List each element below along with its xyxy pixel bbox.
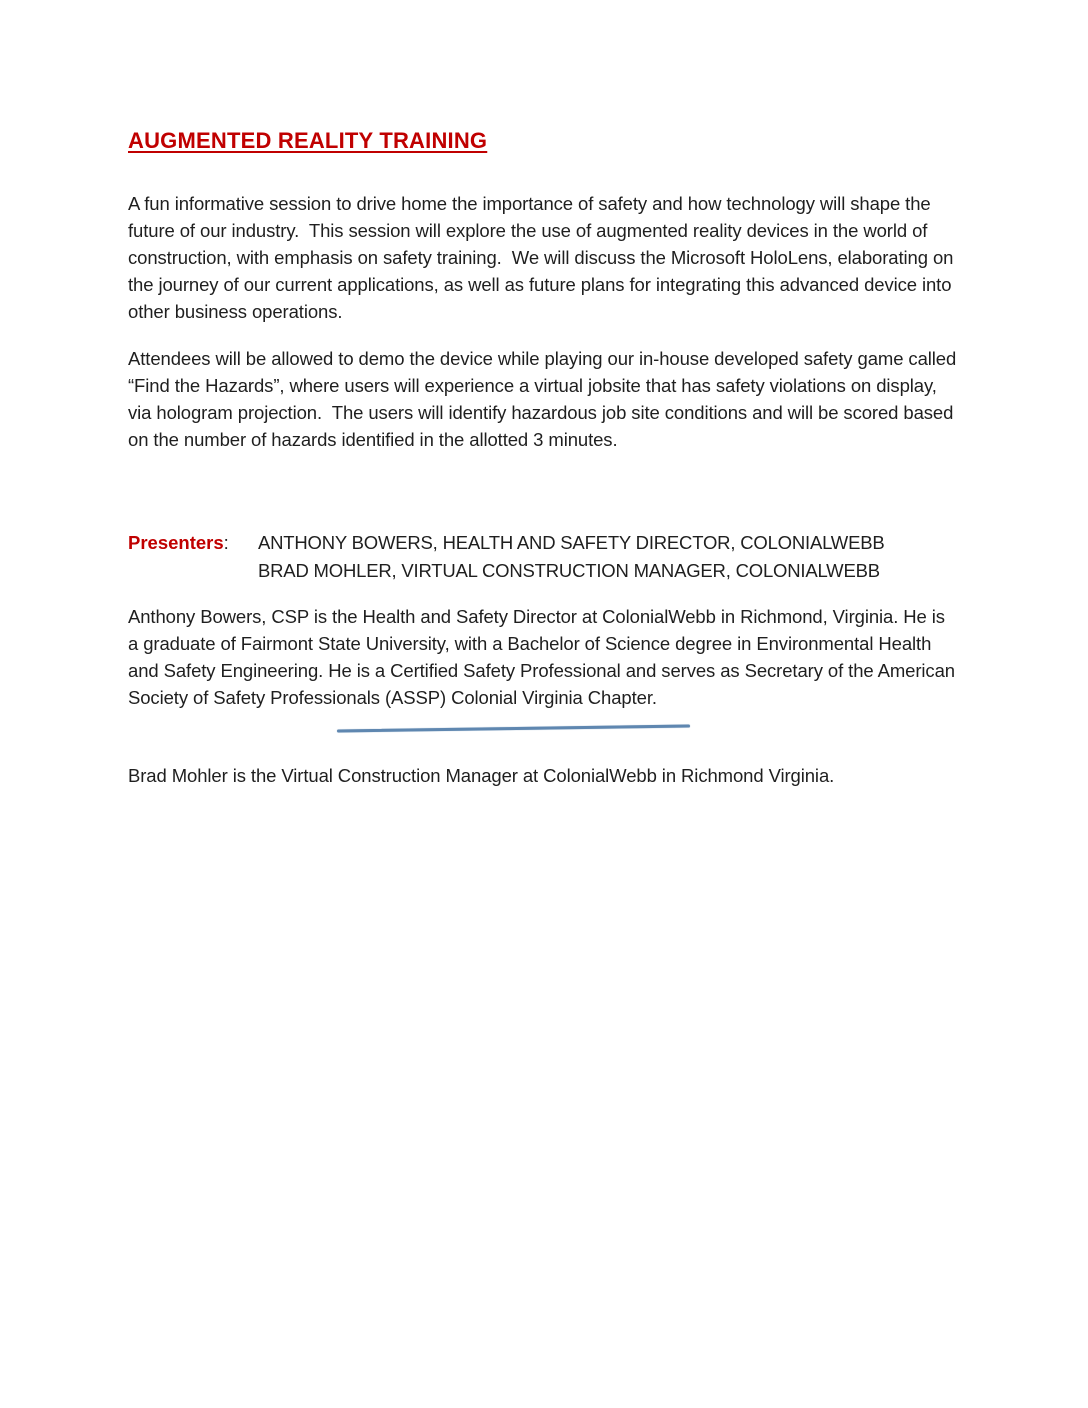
presenter-name-anthony: ANTHONY BOWERS, HEALTH AND SAFETY DIRECTOR, COLONIALWEBB [258, 532, 885, 553]
demo-paragraph: Attendees will be allowed to demo the device while playing our in-house developed safety game called “Find the Hazards”, where users will experience a virtual jobsite that has safety violations on display, via hologram projection. The users will identify hazardous job site conditions and will be scored based on the number of hazards identified in the allotted 3 minutes. [128, 348, 962, 450]
anthony-bio-paragraph: Anthony Bowers, CSP is the Health and Safety Director at ColonialWebb in Richmond, Virginia. He is a graduate of Fairmont State University, with a Bachelor of Science degree in Environmental Health and Safety Engineering. He is a Certified Safety Professional and serves as Secretary of the American Society of Safety Professionals (ASSP) Colonial Virginia Chapter. [128, 606, 961, 708]
presenters-row [128, 529, 960, 585]
presenters-label: Presenters [128, 532, 224, 553]
horizontal-divider-line [337, 725, 690, 733]
brad-bio-paragraph: Brad Mohler is the Virtual Construction Manager at ColonialWebb in Richmond Virginia. [128, 765, 835, 786]
page-title: AUGMENTED REALITY TRAINING [128, 128, 488, 153]
presenter-name-brad: BRAD MOHLER, VIRTUAL CONSTRUCTION MANAGER, COLONIALWEBB [258, 560, 880, 581]
presenters-label-group [128, 529, 258, 557]
presenter-names-list [258, 529, 884, 585]
presenters-colon: : [223, 532, 229, 553]
intro-paragraph: A fun informative session to drive home the importance of safety and how technology will shape the future of our industry. This session will explore the use of augmented reality devices in the world of construction, with emphasis on safety training. We will discuss the Microsoft HoloLens, elaborating on the journey of our current applications, as well as future plans for integrating this advanced device into other business operations. [128, 193, 959, 322]
